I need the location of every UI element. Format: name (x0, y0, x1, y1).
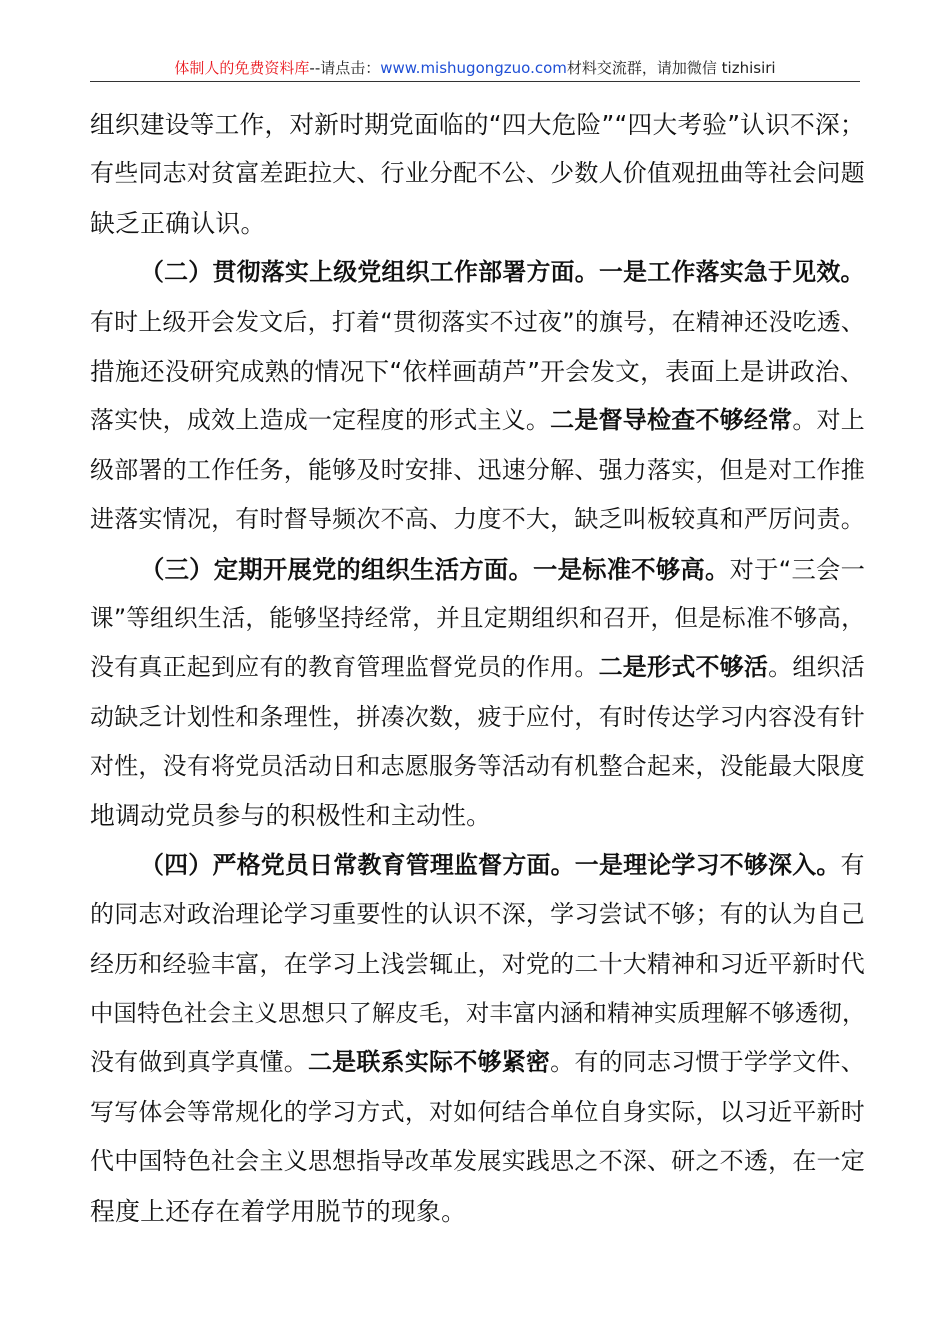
text-segment: 有些同志对贫富差距拉大、行业分配不公、少数人价值观扭曲等社会问题 (90, 159, 865, 188)
text-segment: 组织建设等工作，对新时期党面临的“四大危险”“四大考验”认识不深； (90, 110, 865, 139)
text-line (90, 890, 870, 939)
text-line (90, 495, 870, 544)
text-segment: 有 (840, 850, 865, 879)
text-segment: 对性，没有将党员活动日和志愿服务等活动有机整合起来，没能最大限度 (90, 752, 865, 781)
bold-text-segment: 二是督导检查不够经常 (550, 406, 793, 435)
text-segment: 。组织活 (768, 653, 865, 682)
text-line (90, 841, 870, 890)
text-segment: 代中国特色社会主义思想指导改革发展实践思之不深、研之不透，在一定 (90, 1147, 865, 1176)
text-segment: 措施还没研究成熟的情况下“依样画葫芦”开会发文，表面上是讲政治、 (90, 356, 865, 386)
text-segment: 。有的同志习惯于学学文件、 (550, 1048, 865, 1077)
text-line (90, 199, 870, 248)
text-segment: 经历和经验丰富，在学习上浅尝辄止，对党的二十大精神和习近平新时代 (90, 949, 865, 978)
text-line (90, 1187, 870, 1236)
text-segment: 有时上级开会发文后，打着“贯彻落实不过夜”的旗号，在精神还没吃透、 (90, 307, 866, 336)
text-segment: 程度上还存在着学用脱节的现象。 (90, 1196, 467, 1226)
text-segment: 缺乏正确认识。 (90, 208, 266, 238)
text-segment: 中国特色社会主义思想只了解皮毛，对丰富内涵和精神实质理解不够透彻， (90, 1000, 866, 1028)
text-line (90, 594, 870, 643)
bold-text-segment: 二是联系实际不够紧密 (307, 1048, 551, 1077)
header-contact-note: 材料交流群，请加微信 tizhisiri (566, 59, 776, 77)
text-line (90, 940, 870, 989)
text-line (90, 693, 870, 742)
bold-text-segment: 二是形式不够活 (598, 653, 769, 682)
text-line (90, 643, 870, 692)
text-segment: 级部署的工作任务，能够及时安排、迅速分解、强力落实，但是对工作推 (90, 455, 865, 484)
text-line (90, 149, 870, 198)
text-line (90, 1137, 870, 1186)
text-line (90, 989, 870, 1038)
header-library-name: 体制人的免费资料库 (174, 59, 310, 77)
text-segment: 。对上 (792, 406, 865, 435)
text-segment: 落实快，成效上造成一定程度的形式主义。 (90, 406, 551, 435)
text-line (90, 545, 870, 594)
text-segment: 地调动党员参与的积极性和主动性。 (90, 801, 492, 831)
text-line (90, 100, 870, 149)
bold-text-segment: （二）贯彻落实上级党组织工作部署方面。一是工作落实急于见效。 (140, 258, 865, 287)
text-segment: 课”等组织生活，能够坚持经常，并且定期组织和召开，但是标准不够高， (90, 603, 865, 632)
header-prompt: --请点击： (309, 59, 381, 77)
text-segment: 动缺乏计划性和条理性，拼凑次数，疲于应付，有时传达学习内容没有针 (90, 702, 865, 731)
document-body (90, 100, 870, 1236)
text-segment: 的同志对政治理论学习重要性的认识不深，学习尝试不够；有的认为自己 (90, 900, 865, 929)
text-line (90, 742, 870, 791)
text-line (90, 1038, 870, 1087)
text-segment: 写写体会等常规化的学习方式，对如何结合单位自身实际，以习近平新时 (90, 1097, 865, 1126)
text-line (90, 791, 870, 840)
text-segment: 没有真正起到应有的教育管理监督党员的作用。 (90, 653, 599, 682)
header-url-link[interactable]: www.mishugongzuo.com (380, 59, 567, 77)
text-segment: 对于“三会一 (729, 554, 866, 584)
page-header (90, 55, 860, 82)
text-line (90, 248, 870, 297)
text-segment: 没有做到真学真懂。 (90, 1048, 308, 1077)
text-segment: 进落实情况，有时督导频次不高、力度不大，缺乏叫板较真和严厉问责。 (90, 505, 865, 534)
text-line (90, 1088, 870, 1137)
text-line (90, 298, 870, 347)
text-line (90, 396, 870, 445)
bold-text-segment: （四）严格党员日常教育管理监督方面。一是理论学习不够深入。 (140, 850, 841, 879)
text-line (90, 446, 870, 495)
bold-text-segment: （三）定期开展党的组织生活方面。一是标准不够高。 (140, 554, 730, 584)
text-line (90, 347, 870, 396)
